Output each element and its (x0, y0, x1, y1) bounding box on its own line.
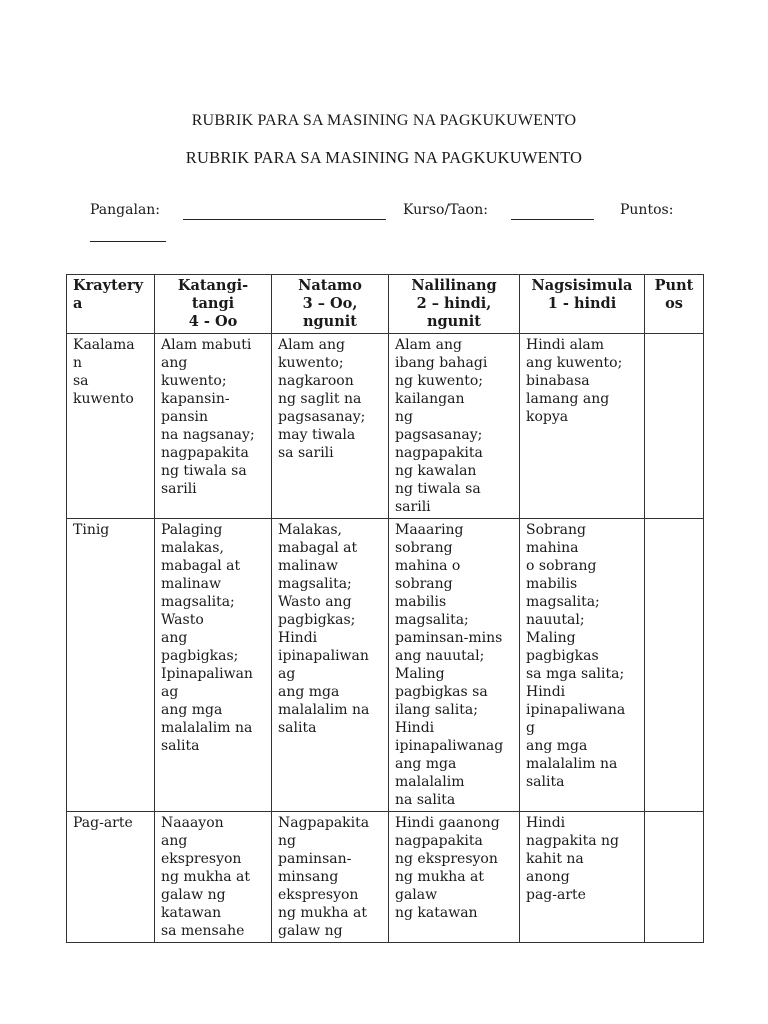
level-4-cell: Palaging malakas, mabagal at malinaw magsalita; Wasto ang pagbigkas; Ipinapaliwan ag ang mga malalalim na salita (155, 519, 272, 812)
course-blank-line[interactable] (511, 202, 594, 220)
name-label: Pangalan: (90, 202, 161, 218)
level-1-cell: Sobrang mahina o sobrang mabilis magsalita; nauutal; Maling pagbigkas sa mga salita; Hindi ipinapaliwana g ang mga malalalim na salita (520, 519, 645, 812)
level-4-cell: Naaayon ang ekspresyon ng mukha at galaw ng katawan sa mensahe (155, 812, 272, 943)
points-cell[interactable] (645, 519, 704, 812)
level-3-cell: Nagpapakita ng paminsan- minsang ekspresyon ng mukha at galaw ng (272, 812, 389, 943)
points-label: Puntos: (620, 202, 674, 218)
header-level-3: Natamo 3 – Oo, ngunit (272, 275, 389, 334)
level-2-cell: Alam ang ibang bahagi ng kuwento; kailangan ng pagsasanay; nagpapakita ng kawalan ng tiwala sa sarili (389, 334, 520, 519)
level-4-cell: Alam mabuti ang kuwento; kapansin- pansin na nagsanay; nagpapakita ng tiwala sa sarili (155, 334, 272, 519)
table-row (67, 812, 704, 943)
points-blank-line[interactable] (90, 224, 166, 242)
header-level-2: Nalilinang 2 – hindi, ngunit (389, 275, 520, 334)
level-3-cell: Malakas, mabagal at malinaw magsalita; Wasto ang pagbigkas; Hindi ipinapaliwan ag ang mga malalalim na salita (272, 519, 389, 812)
name-blank-line[interactable] (183, 202, 386, 220)
table-row (67, 519, 704, 812)
table-row (67, 334, 704, 519)
course-label: Kurso/Taon: (403, 202, 488, 218)
level-2-cell: Maaaring sobrang mahina o sobrang mabilis magsalita; paminsan-mins ang nauutal; Maling pagbigkas sa ilang salita; Hindi ipinapaliwanag ang mga malalalim na salita (389, 519, 520, 812)
rubric-table (66, 274, 704, 943)
points-cell[interactable] (645, 334, 704, 519)
header-points: Punt os (645, 275, 704, 334)
points-cell[interactable] (645, 812, 704, 943)
document-subtitle: RUBRIK PARA SA MASINING NA PAGKUKUWENTO (185, 148, 583, 167)
criterion-cell: Tinig (67, 519, 155, 812)
level-1-cell: Hindi alam ang kuwento; binabasa lamang ang kopya (520, 334, 645, 519)
level-2-cell: Hindi gaanong nagpapakita ng ekspresyon ng mukha at galaw ng katawan (389, 812, 520, 943)
header-level-1: Nagsisimula 1 - hindi (520, 275, 645, 334)
header-criteria: Kraytery a (67, 275, 155, 334)
rubric-header-row (67, 275, 704, 334)
document-title: RUBRIK PARA SA MASINING NA PAGKUKUWENTO (191, 112, 577, 129)
level-3-cell: Alam ang kuwento; nagkaroon ng saglit na pagsasanay; may tiwala sa sarili (272, 334, 389, 519)
criterion-cell: Kaalama n sa kuwento (67, 334, 155, 519)
header-level-4: Katangi- tangi 4 - Oo (155, 275, 272, 334)
level-1-cell: Hindi nagpakita ng kahit na anong pag-arte (520, 812, 645, 943)
criterion-cell: Pag-arte (67, 812, 155, 943)
